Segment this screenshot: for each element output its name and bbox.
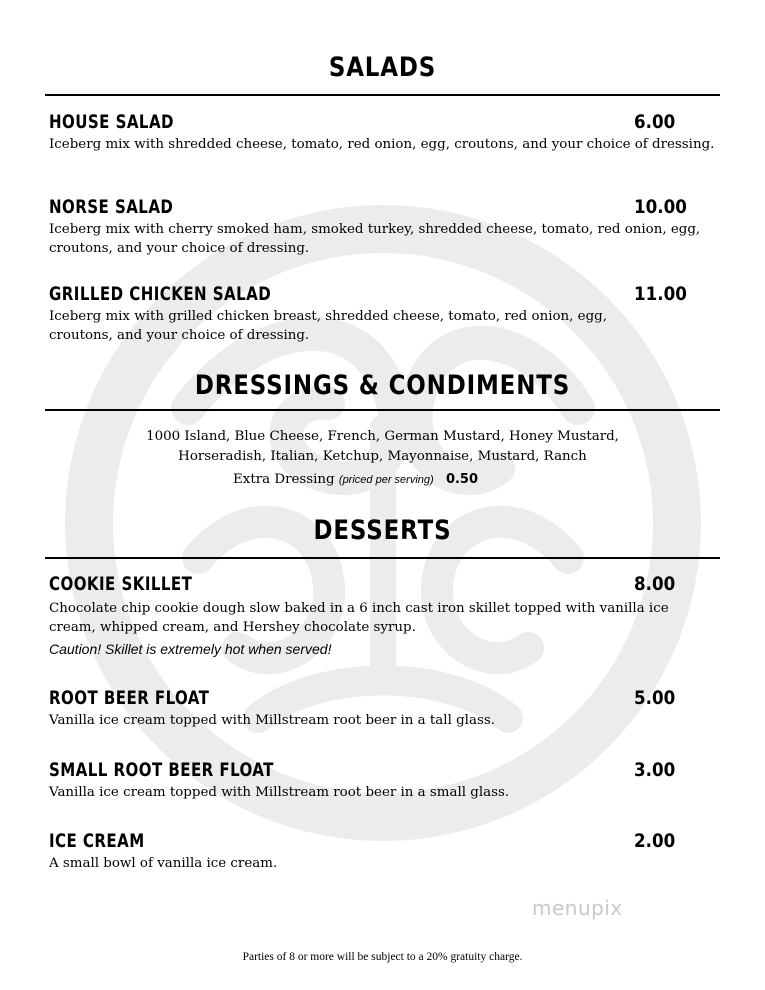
menu-item-name: COOKIE SKILLET <box>49 573 193 595</box>
menu-item-name: SMALL ROOT BEER FLOAT <box>49 759 274 781</box>
dressings-divider <box>45 409 720 411</box>
gratuity-footer-note: Parties of 8 or more will be subject to a 20% gratuity charge. <box>242 951 523 963</box>
dressings-list-line-2: Horseradish, Italian, Ketchup, Mayonnaise, Mustard, Ranch <box>178 449 587 464</box>
menu-item-price: 5.00 <box>634 687 676 709</box>
menu-item-name: GRILLED CHICKEN SALAD <box>49 283 272 305</box>
dressings-heading: DRESSINGS & CONDIMENTS <box>194 370 571 401</box>
dressings-list-line-1: 1000 Island, Blue Cheese, French, German Mustard, Honey Mustard, <box>146 429 619 444</box>
menu-item-name: ICE CREAM <box>49 830 145 852</box>
salads-divider <box>45 94 720 96</box>
menupix-watermark-logo: menupix <box>532 896 623 920</box>
desserts-heading: DESSERTS <box>313 515 452 546</box>
extra-dressing-label: Extra Dressing <box>233 472 335 487</box>
menu-item-description: Vanilla ice cream topped with Millstream root beer in a small glass. <box>49 785 510 800</box>
menu-item-description: Iceberg mix with cherry smoked ham, smoked turkey, shredded cheese, tomato, red onion, egg, croutons, and your choice of dressing. <box>49 222 701 256</box>
menu-item-price: 3.00 <box>634 759 676 781</box>
menu-item-description: A small bowl of vanilla ice cream. <box>49 856 278 871</box>
menu-item-description: Chocolate chip cookie dough slow baked in a 6 inch cast iron skillet topped with vanilla ice cream, whipped cream, and Hershey chocolate syrup. <box>49 601 669 635</box>
menu-item-price: 10.00 <box>634 196 687 218</box>
menu-item-price: 6.00 <box>634 111 676 133</box>
extra-dressing-line <box>233 472 478 487</box>
menu-item-price: 8.00 <box>634 573 676 595</box>
menu-item-price: 2.00 <box>634 830 676 852</box>
menu-item-name: ROOT BEER FLOAT <box>49 687 210 709</box>
menu-item-name: HOUSE SALAD <box>49 111 174 133</box>
desserts-divider <box>45 557 720 559</box>
caution-note: Caution! Skillet is extremely hot when served! <box>49 641 332 657</box>
extra-dressing-note: (priced per serving) <box>338 474 434 486</box>
menu-item-description: Iceberg mix with grilled chicken breast, shredded cheese, tomato, red onion, egg, croutons, and your choice of dressing. <box>49 309 608 343</box>
salads-heading: SALADS <box>328 52 437 83</box>
menu-item-price: 11.00 <box>634 283 687 305</box>
extra-dressing-price: 0.50 <box>445 472 479 487</box>
menu-item-description: Vanilla ice cream topped with Millstream root beer in a tall glass. <box>49 713 495 728</box>
menu-item-description: Iceberg mix with shredded cheese, tomato, red onion, egg, croutons, and your choice of dressing. <box>49 137 715 152</box>
menu-item-name: NORSE SALAD <box>49 196 174 218</box>
